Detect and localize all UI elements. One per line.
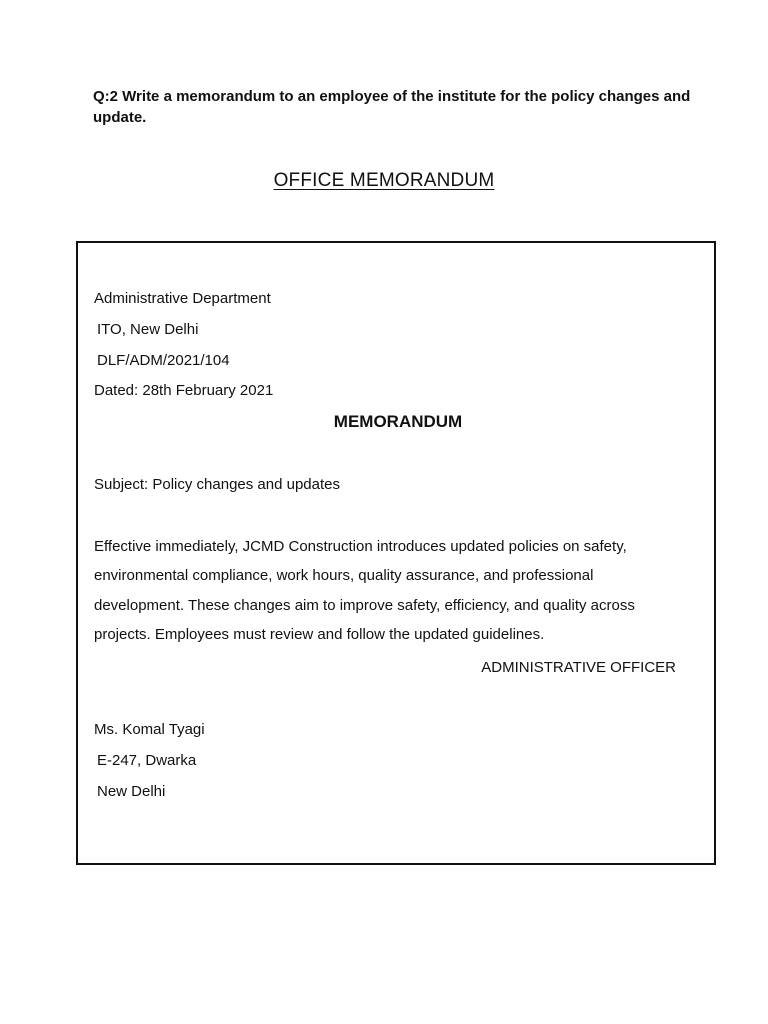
sender-department: Administrative Department [94,290,271,307]
recipient-address-line1: E-247, Dwarka [97,752,197,769]
sender-location: ITO, New Delhi [97,321,199,338]
reference-number: DLF/ADM/2021/104 [97,352,230,369]
signature-designation: ADMINISTRATIVE OFFICER [481,659,676,676]
recipient-name: Ms. Komal Tyagi [94,721,205,738]
page-title: OFFICE MEMORANDUM [273,170,495,191]
memo-body: Effective immediately, JCMD Construction introduces updated policies on safety, environmental compliance, work hours, quality assurance, and professional development. These changes aim to improve safety, efficiency, and quality across projects. Employees must review and follow the updated guidelines. [94,538,635,643]
memo-box [76,241,716,865]
memo-heading: MEMORANDUM [333,412,463,431]
memo-date: Dated: 28th February 2021 [94,382,274,399]
question-text: Q:2 Write a memorandum to an employee of the institute for the policy changes and update. [93,88,691,126]
memo-subject: Subject: Policy changes and updates [94,476,340,493]
recipient-address-line2: New Delhi [97,783,166,800]
